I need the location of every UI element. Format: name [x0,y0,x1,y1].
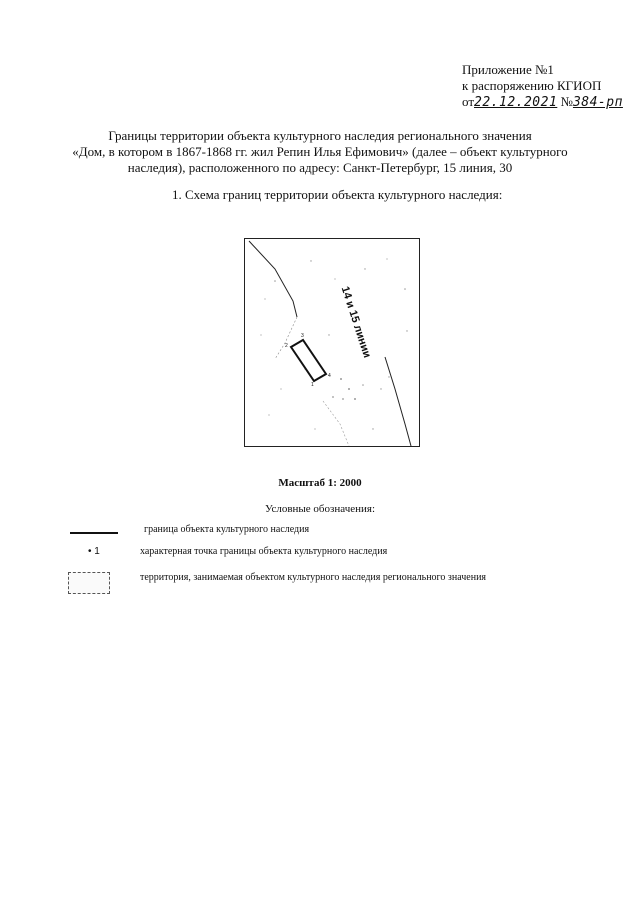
legend-label: граница объекта культурного наследия [144,524,310,535]
section-label: Схема границ территории объекта культурного наследия: [185,187,503,202]
map-scale: Масштаб 1: 2000 [278,477,362,489]
point-symbol: • 1 [88,546,100,557]
title-line-1: Границы территории объекта культурного наследия регионального значения [108,128,532,143]
contour-line [249,241,297,317]
title-line-2: «Дом, в котором в 1867-1868 гг. жил Репин Илья Ефимович» (далее – объект культурного [72,144,568,159]
territory-symbol [68,572,110,594]
legend-title: Условные обозначения: [264,503,376,515]
boundary-map [244,238,420,447]
map-speckles [260,258,407,429]
contour-line [323,401,349,446]
number-prefix: № [560,94,573,109]
order-date: 22.12.2021 [474,95,558,110]
appendix-order: к распоряжению КГИОП [462,78,602,93]
title-line-3: наследия), расположенного по адресу: Санкт-Петербург, 15 линия, 30 [127,160,513,175]
point-label-3: 3 [301,333,304,339]
street-label: 14 и 15 линии [338,285,373,360]
point-label-4: 4 [328,373,331,379]
contour-line [385,357,411,446]
order-number: 384-рп [572,95,623,110]
appendix-title: Приложение №1 [462,62,554,77]
legend-label: территория, занимаемая объектом культурного наследия регионального значения [140,572,487,583]
object-boundary [291,340,326,381]
boundary-line-symbol [70,532,118,534]
map-drawing [245,239,419,446]
point-label-1: 1 [311,382,314,388]
legend-label: характерная точка границы объекта культурного наследия [140,546,388,557]
point-label-2: 2 [285,343,288,349]
section-heading [172,187,502,203]
appendix-block [462,62,623,111]
document-title [60,128,580,176]
date-prefix: от [462,94,475,109]
appendix-date-line [462,94,623,111]
section-number: 1. [172,187,182,202]
